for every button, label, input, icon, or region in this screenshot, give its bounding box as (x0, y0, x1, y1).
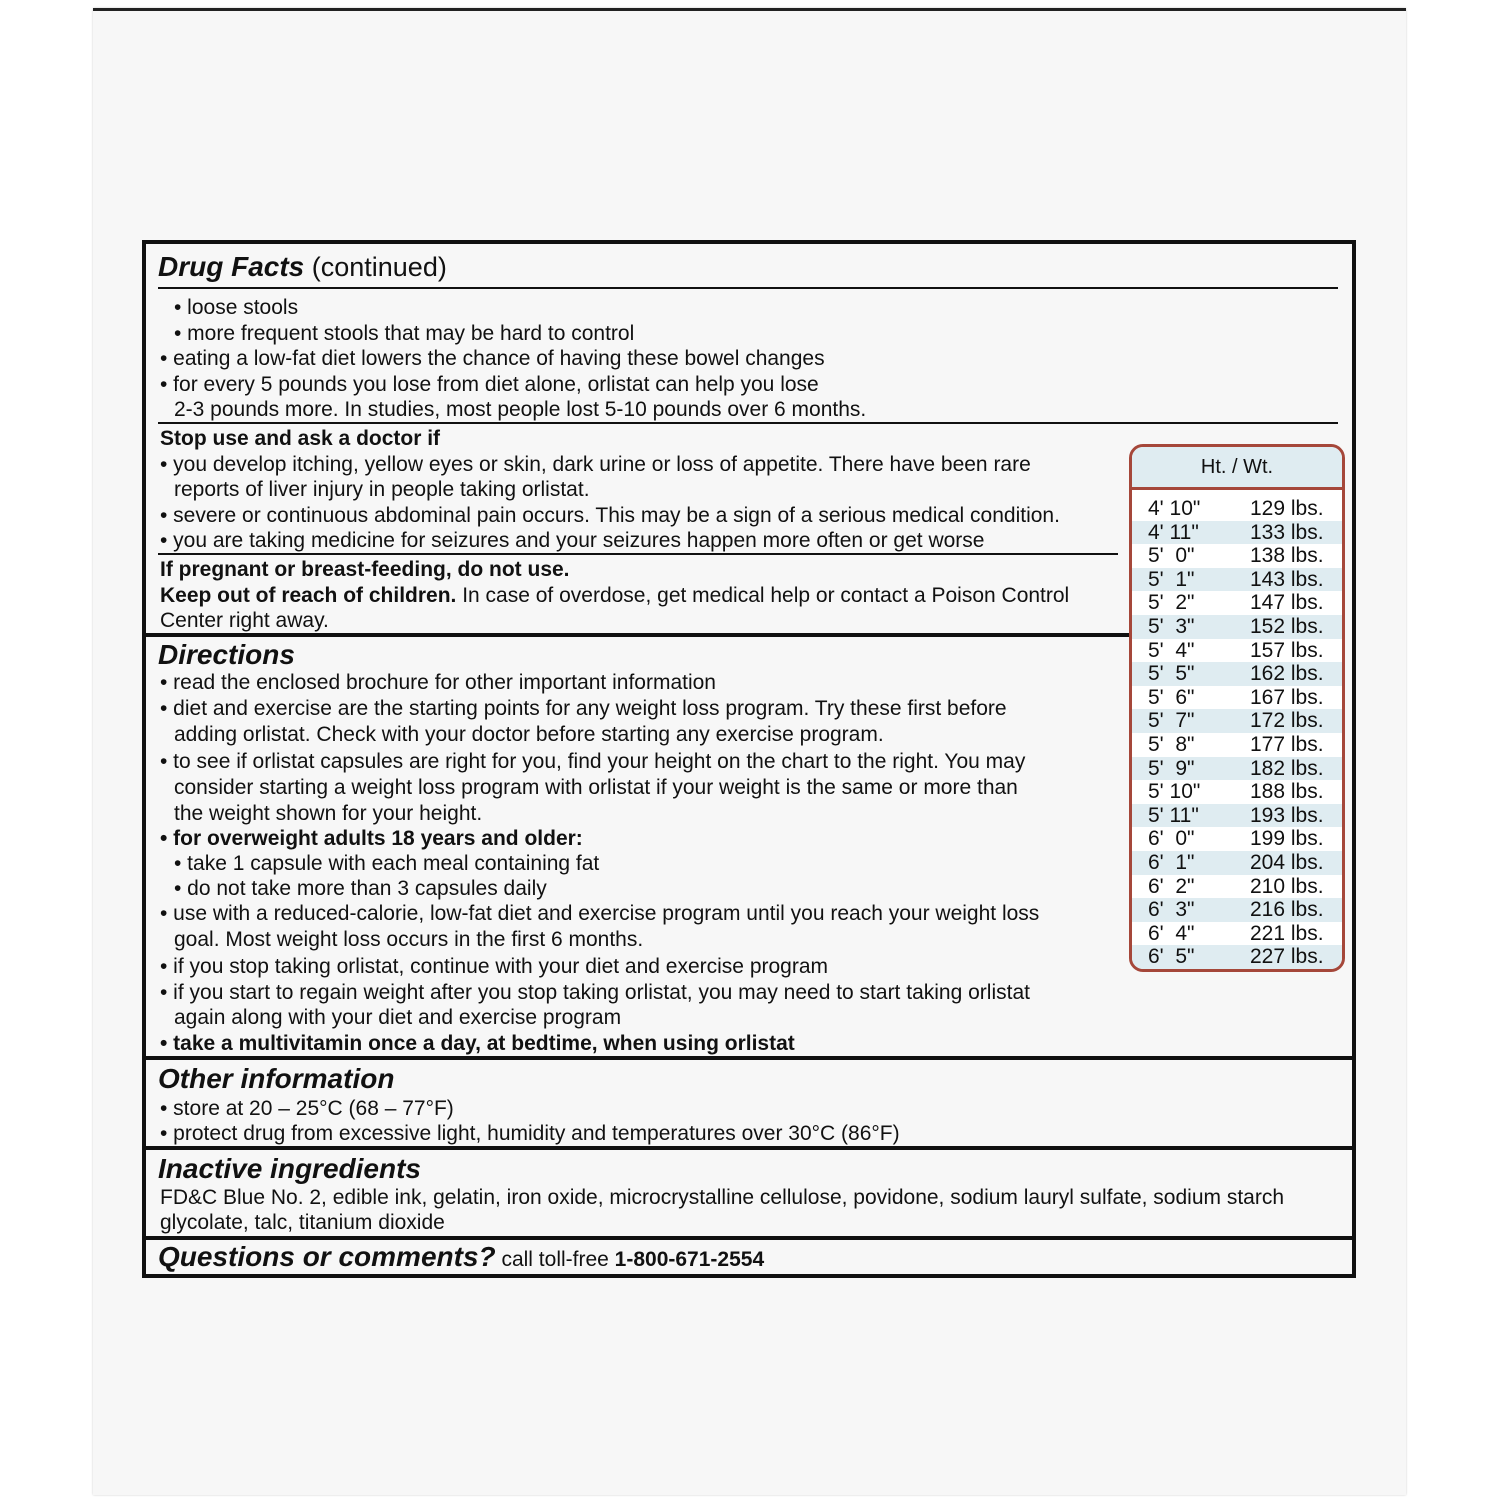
chart-row (1132, 615, 1342, 639)
weight-value: 216 lbs. (1250, 898, 1324, 922)
height-value: 5' 9" (1148, 756, 1195, 780)
pregnant-warning: If pregnant or breast-feeding, do not use. (160, 558, 570, 581)
height-value: 6' 3" (1148, 898, 1195, 922)
height-value: 5' 7" (1148, 709, 1195, 733)
height-value: 5' 11" (1148, 803, 1199, 827)
directions-line-13: • if you start to regain weight after you stop taking orlistat, you may need to start taking orlistat (160, 981, 1030, 1004)
height-value: 6' 2" (1148, 874, 1195, 898)
chart-row (1132, 875, 1342, 899)
divider-inactive (146, 1146, 1352, 1150)
divider-other-info (146, 1056, 1352, 1060)
bullet-loose-stools: • loose stools (174, 296, 299, 319)
questions-call: call toll-free (495, 1248, 615, 1271)
weight-value: 138 lbs. (1250, 544, 1324, 568)
directions-line-5: consider starting a weight loss program with orlistat if your weight is the same or more than (174, 776, 1018, 799)
chart-row (1132, 733, 1342, 757)
chart-row (1132, 851, 1342, 875)
height-weight-chart (1129, 444, 1345, 972)
weight-value: 157 lbs. (1250, 638, 1324, 662)
bullet-five-pounds-cont: 2-3 pounds more. In studies, most people lost 5-10 pounds over 6 months. (174, 398, 867, 421)
divider-directions (146, 633, 1129, 637)
other-info-line-2: • protect drug from excessive light, humidity and temperatures over 30°C (86°F) (160, 1122, 900, 1145)
weight-value: 221 lbs. (1250, 921, 1324, 945)
weight-value: 129 lbs. (1250, 497, 1324, 520)
directions-line-11: goal. Most weight loss occurs in the first 6 months. (174, 928, 644, 951)
directions-line-4: • to see if orlistat capsules are right for you, find your height on the chart to the right. You may (160, 750, 1026, 773)
chart-row (1132, 662, 1342, 686)
chart-row (1132, 898, 1342, 922)
stop-use-line-3: • severe or continuous abdominal pain occurs. This may be a sign of a serious medical condition. (160, 504, 1060, 527)
divider-stop-use (158, 422, 1338, 424)
questions-phone: 1-800-671-2554 (614, 1248, 765, 1271)
weight-value: 147 lbs. (1250, 591, 1324, 615)
directions-line-14: again along with your diet and exercise program (174, 1006, 622, 1029)
inactive-heading: Inactive ingredients (158, 1153, 421, 1184)
directions-line-7: • for overweight adults 18 years and older: (160, 827, 583, 850)
bullet-low-fat-diet: • eating a low-fat diet lowers the chance of having these bowel changes (160, 347, 825, 370)
height-value: 4' 11" (1148, 520, 1199, 544)
keep-out-rest: In case of overdose, get medical help or contact a Poison Control (456, 584, 1070, 607)
keep-out-line-2: Center right away. (160, 609, 329, 632)
chart-row (1132, 827, 1342, 851)
weight-value: 182 lbs. (1250, 756, 1324, 780)
weight-value: 152 lbs. (1250, 615, 1324, 638)
height-value: 5' 0" (1148, 544, 1195, 568)
height-value: 6' 5" (1148, 945, 1195, 969)
bullet-frequent-stools: • more frequent stools that may be hard to control (174, 322, 635, 345)
height-value: 6' 1" (1148, 851, 1195, 874)
keep-out-bold: Keep out of reach of children. (160, 584, 457, 607)
questions-line (158, 1242, 764, 1275)
chart-row (1132, 804, 1342, 828)
weight-value: 204 lbs. (1250, 851, 1324, 874)
inactive-line-2: glycolate, talc, titanium dioxide (160, 1211, 445, 1234)
height-value: 5' 10" (1148, 780, 1201, 804)
height-value: 5' 4" (1148, 638, 1195, 662)
title-divider (158, 287, 1338, 289)
directions-line-15: • take a multivitamin once a day, at bedtime, when using orlistat (160, 1032, 795, 1055)
weight-value: 172 lbs. (1250, 709, 1324, 733)
weight-value: 177 lbs. (1250, 733, 1324, 756)
height-value: 5' 3" (1148, 615, 1195, 638)
divider-pregnant (158, 553, 1118, 555)
height-value: 5' 5" (1148, 662, 1195, 686)
stop-use-line-1: • you develop itching, yellow eyes or skin, dark urine or loss of appetite. There have been rare (160, 453, 1031, 476)
directions-line-6: the weight shown for your height. (174, 802, 483, 825)
height-value: 6' 0" (1148, 827, 1195, 851)
chart-row (1132, 591, 1342, 615)
chart-heading: Ht. / Wt. (1132, 447, 1342, 490)
directions-line-12: • if you stop taking orlistat, continue with your diet and exercise program (160, 955, 829, 978)
height-value: 5' 1" (1148, 567, 1195, 591)
chart-row (1132, 686, 1342, 710)
weight-value: 210 lbs. (1250, 874, 1324, 898)
drug-facts-panel (142, 240, 1356, 1278)
height-value: 4' 10" (1148, 497, 1201, 520)
stop-use-line-2: reports of liver injury in people taking orlistat. (174, 478, 590, 501)
other-info-heading: Other information (158, 1063, 395, 1094)
chart-row (1132, 521, 1342, 545)
chart-row (1132, 922, 1342, 946)
weight-value: 133 lbs. (1250, 520, 1324, 544)
directions-line-10: • use with a reduced-calorie, low-fat diet and exercise program until you reach your weight loss (160, 902, 1040, 925)
title-continued: (continued) (304, 252, 447, 282)
stop-use-line-4: • you are taking medicine for seizures and your seizures happen more often or get worse (160, 529, 985, 552)
height-value: 5' 2" (1148, 591, 1195, 615)
inactive-line-1: FD&C Blue No. 2, edible ink, gelatin, iron oxide, microcrystalline cellulose, povidone, sodium lauryl sulfate, sodium starch (160, 1186, 1285, 1209)
weight-value: 193 lbs. (1250, 803, 1324, 827)
height-value: 6' 4" (1148, 921, 1195, 945)
chart-row (1132, 497, 1342, 521)
chart-row (1132, 780, 1342, 804)
other-info-line-1: • store at 20 – 25°C (68 – 77°F) (160, 1097, 454, 1120)
weight-value: 188 lbs. (1250, 780, 1324, 804)
directions-line-8: • take 1 capsule with each meal containing fat (174, 852, 600, 875)
chart-row (1132, 639, 1342, 663)
directions-line-3: adding orlistat. Check with your doctor before starting any exercise program. (174, 723, 884, 746)
title-bold: Drug Facts (158, 251, 305, 282)
keep-out-line (160, 583, 1069, 608)
chart-row (1132, 568, 1342, 592)
height-value: 5' 6" (1148, 685, 1195, 709)
bullet-five-pounds: • for every 5 pounds you lose from diet alone, orlistat can help you lose (160, 373, 819, 396)
chart-row (1132, 544, 1342, 568)
directions-line-1: • read the enclosed brochure for other important information (160, 671, 716, 694)
chart-row (1132, 945, 1342, 969)
weight-value: 167 lbs. (1250, 685, 1324, 709)
weight-value: 227 lbs. (1250, 945, 1324, 969)
chart-row (1132, 709, 1342, 733)
weight-value: 199 lbs. (1250, 827, 1324, 851)
directions-line-9: • do not take more than 3 capsules daily (174, 877, 547, 900)
stop-use-heading: Stop use and ask a doctor if (160, 427, 441, 450)
divider-questions (146, 1236, 1352, 1240)
chart-row (1132, 757, 1342, 781)
drug-facts-title (158, 252, 447, 282)
directions-heading: Directions (158, 639, 295, 670)
height-value: 5' 8" (1148, 733, 1195, 756)
questions-heading: Questions or comments? (158, 1241, 496, 1272)
directions-line-2: • diet and exercise are the starting points for any weight loss program. Try these first before (160, 697, 1007, 720)
weight-value: 143 lbs. (1250, 567, 1324, 591)
weight-value: 162 lbs. (1250, 662, 1324, 686)
